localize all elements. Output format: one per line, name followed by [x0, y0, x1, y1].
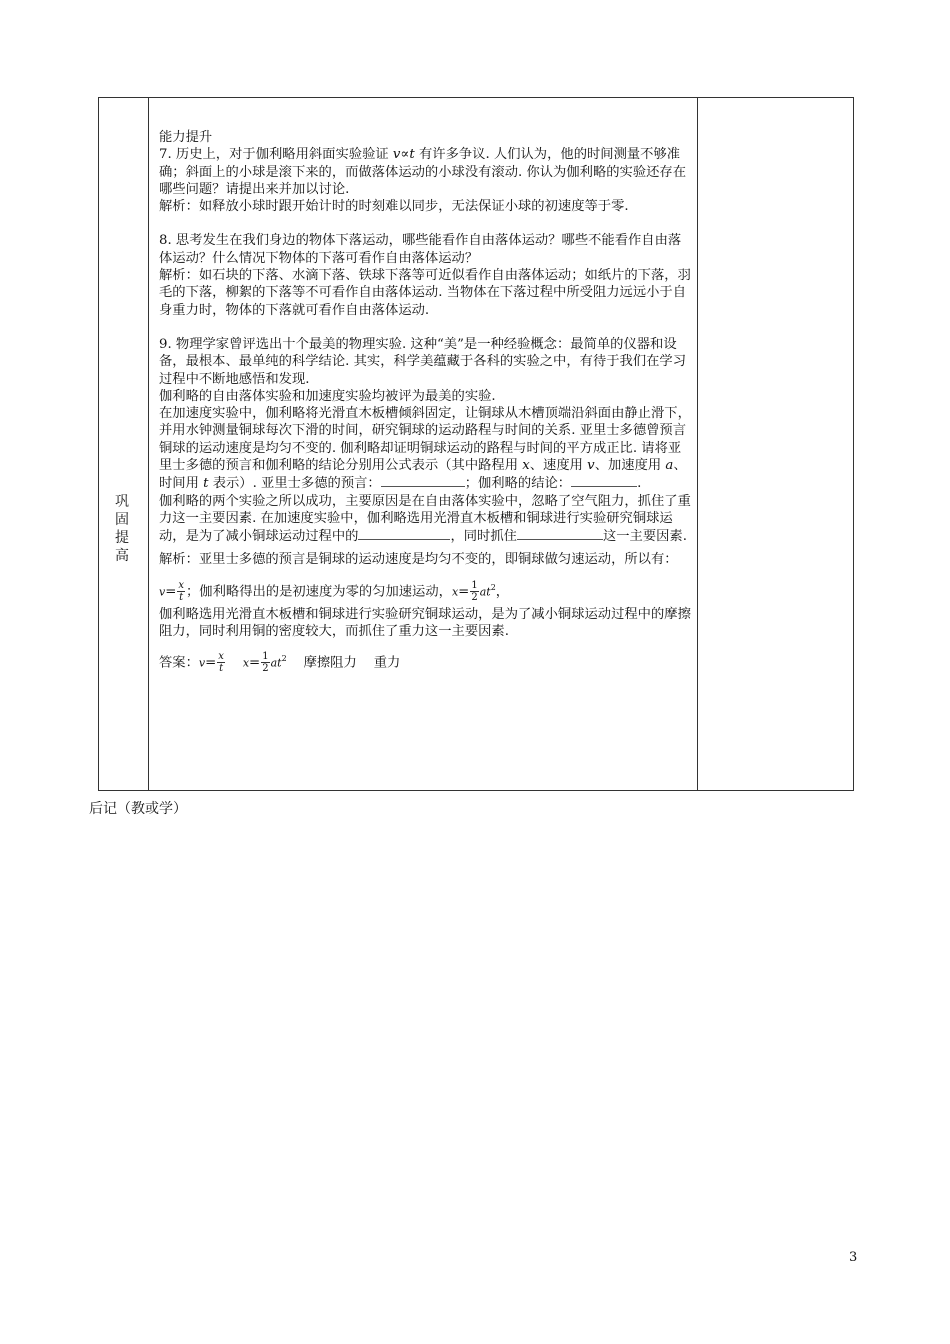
section-label-column: [99, 98, 149, 790]
section-heading: 能力提升: [159, 130, 213, 145]
question-8-analysis: 解析：如石块的下落、水滴下落、铁球下落等可近似看作自由落体运动；如纸片的下落，羽毛的下落，柳絮的下落等不可看作自由落体运动. 当物体在下落过程中所受阻力远远小于自身重力时，物体的下落就可看作自由落体运动.: [159, 268, 691, 318]
question-9-analysis: 解析：亚里士多德的预言是铜球的运动速度是均匀不变的，即铜球做匀速运动，所以有：v= $\frac{x}{t}$ ；伽利略得出的是初速度为零的匀加速运动，x= $\frac{1}{2}$ $at^2$，: [159, 551, 678, 603]
fraction-x-over-t: $\frac{x}{t}$: [178, 579, 185, 603]
section-label: 巩固提高: [115, 494, 129, 564]
question-9-reason: 伽利略的两个实验之所以成功，主要原因是在自由落体实验中，忽略了空气阻力，抓住了重力这一主要因素. 在加速度实验中，伽利略选用光滑直木板槽和铜球进行实验研究铜球运动，是为了减小铜球运动过程中的 ，同时抓住 这一主要因素.: [159, 493, 691, 545]
answer-blank-galileo[interactable]: [571, 474, 637, 487]
answer-blank-reduce-cont[interactable]: [404, 527, 450, 540]
question-9-intro: 9. 物理学家曾评选出十个最美的物理实验. 这种“美”是一种经验概念：最简单的仪器和设备，最根本、最单纯的科学结论. 其实，科学美蕴藏于各科的实验之中，有待于我们在学习过程中不断地感悟和发现.: [159, 336, 687, 387]
notes-column: [697, 98, 856, 790]
answer-blank-reduce[interactable]: [358, 527, 404, 540]
answer-blank-focus[interactable]: [517, 527, 603, 540]
question-8: 8. 思考发生在我们身边的物体下落运动，哪些能看作自由落体运动？哪些不能看作自由落体运动？什么情况下物体的下落可看作自由落体运动？: [159, 233, 682, 266]
question-9-analysis-cont: 伽利略选用光滑直木板槽和铜球进行实验研究铜球运动，是为了减小铜球运动过程中的摩擦阻力，同时利用铜的密度较大，而抓住了重力这一主要因素.: [159, 606, 691, 640]
content-column: [159, 129, 691, 677]
page-number: 3: [849, 1250, 858, 1265]
answer-blank-aristotle[interactable]: [381, 474, 465, 487]
question-7-analysis: 解析：如释放小球时跟开始计时的时刻难以同步，无法保证小球的初速度等于零.: [159, 199, 629, 215]
question-9-statement: 伽利略的自由落体实验和加速度实验均被评为最美的实验.: [159, 388, 496, 404]
fraction-one-half: $\frac{1}{2}$: [471, 579, 478, 603]
question-9-answer: 答案：v= $\frac{x}{t}$ x= $\frac{1}{2}$ $at^2$ 摩擦阻力 重力: [159, 650, 401, 674]
footer-note: 后记（教或学）: [89, 801, 187, 817]
lesson-table: [98, 97, 854, 791]
question-9-task: 在加速度实验中，伽利略将光滑直木板槽倾斜固定，让铜球从木槽顶端沿斜面由静止滑下，并用水钟测量铜球每次下滑的时间，研究铜球的运动路程与时间的关系. 亚里士多德曾预言铜球的运动速度是均匀不变的. 伽利略却证明铜球运动的路程与时间的平方成正比. 请将亚里士多德的预言和伽利略的结论分别用公式表示（其中路程用 x、速度用 v、加速度用 a、时间用 t 表示）. 亚里士多德的预言： ；伽利略的结论： .: [159, 406, 691, 492]
question-7: 7. 历史上，对于伽利略用斜面实验验证 v∝t 有许多争议. 人们认为，他的时间测量不够准确；斜面上的小球是滚下来的，而做落体运动的小球没有滚动. 你认为伽利略的实验还存在哪些问题？请提出来并加以讨论.: [159, 147, 687, 197]
